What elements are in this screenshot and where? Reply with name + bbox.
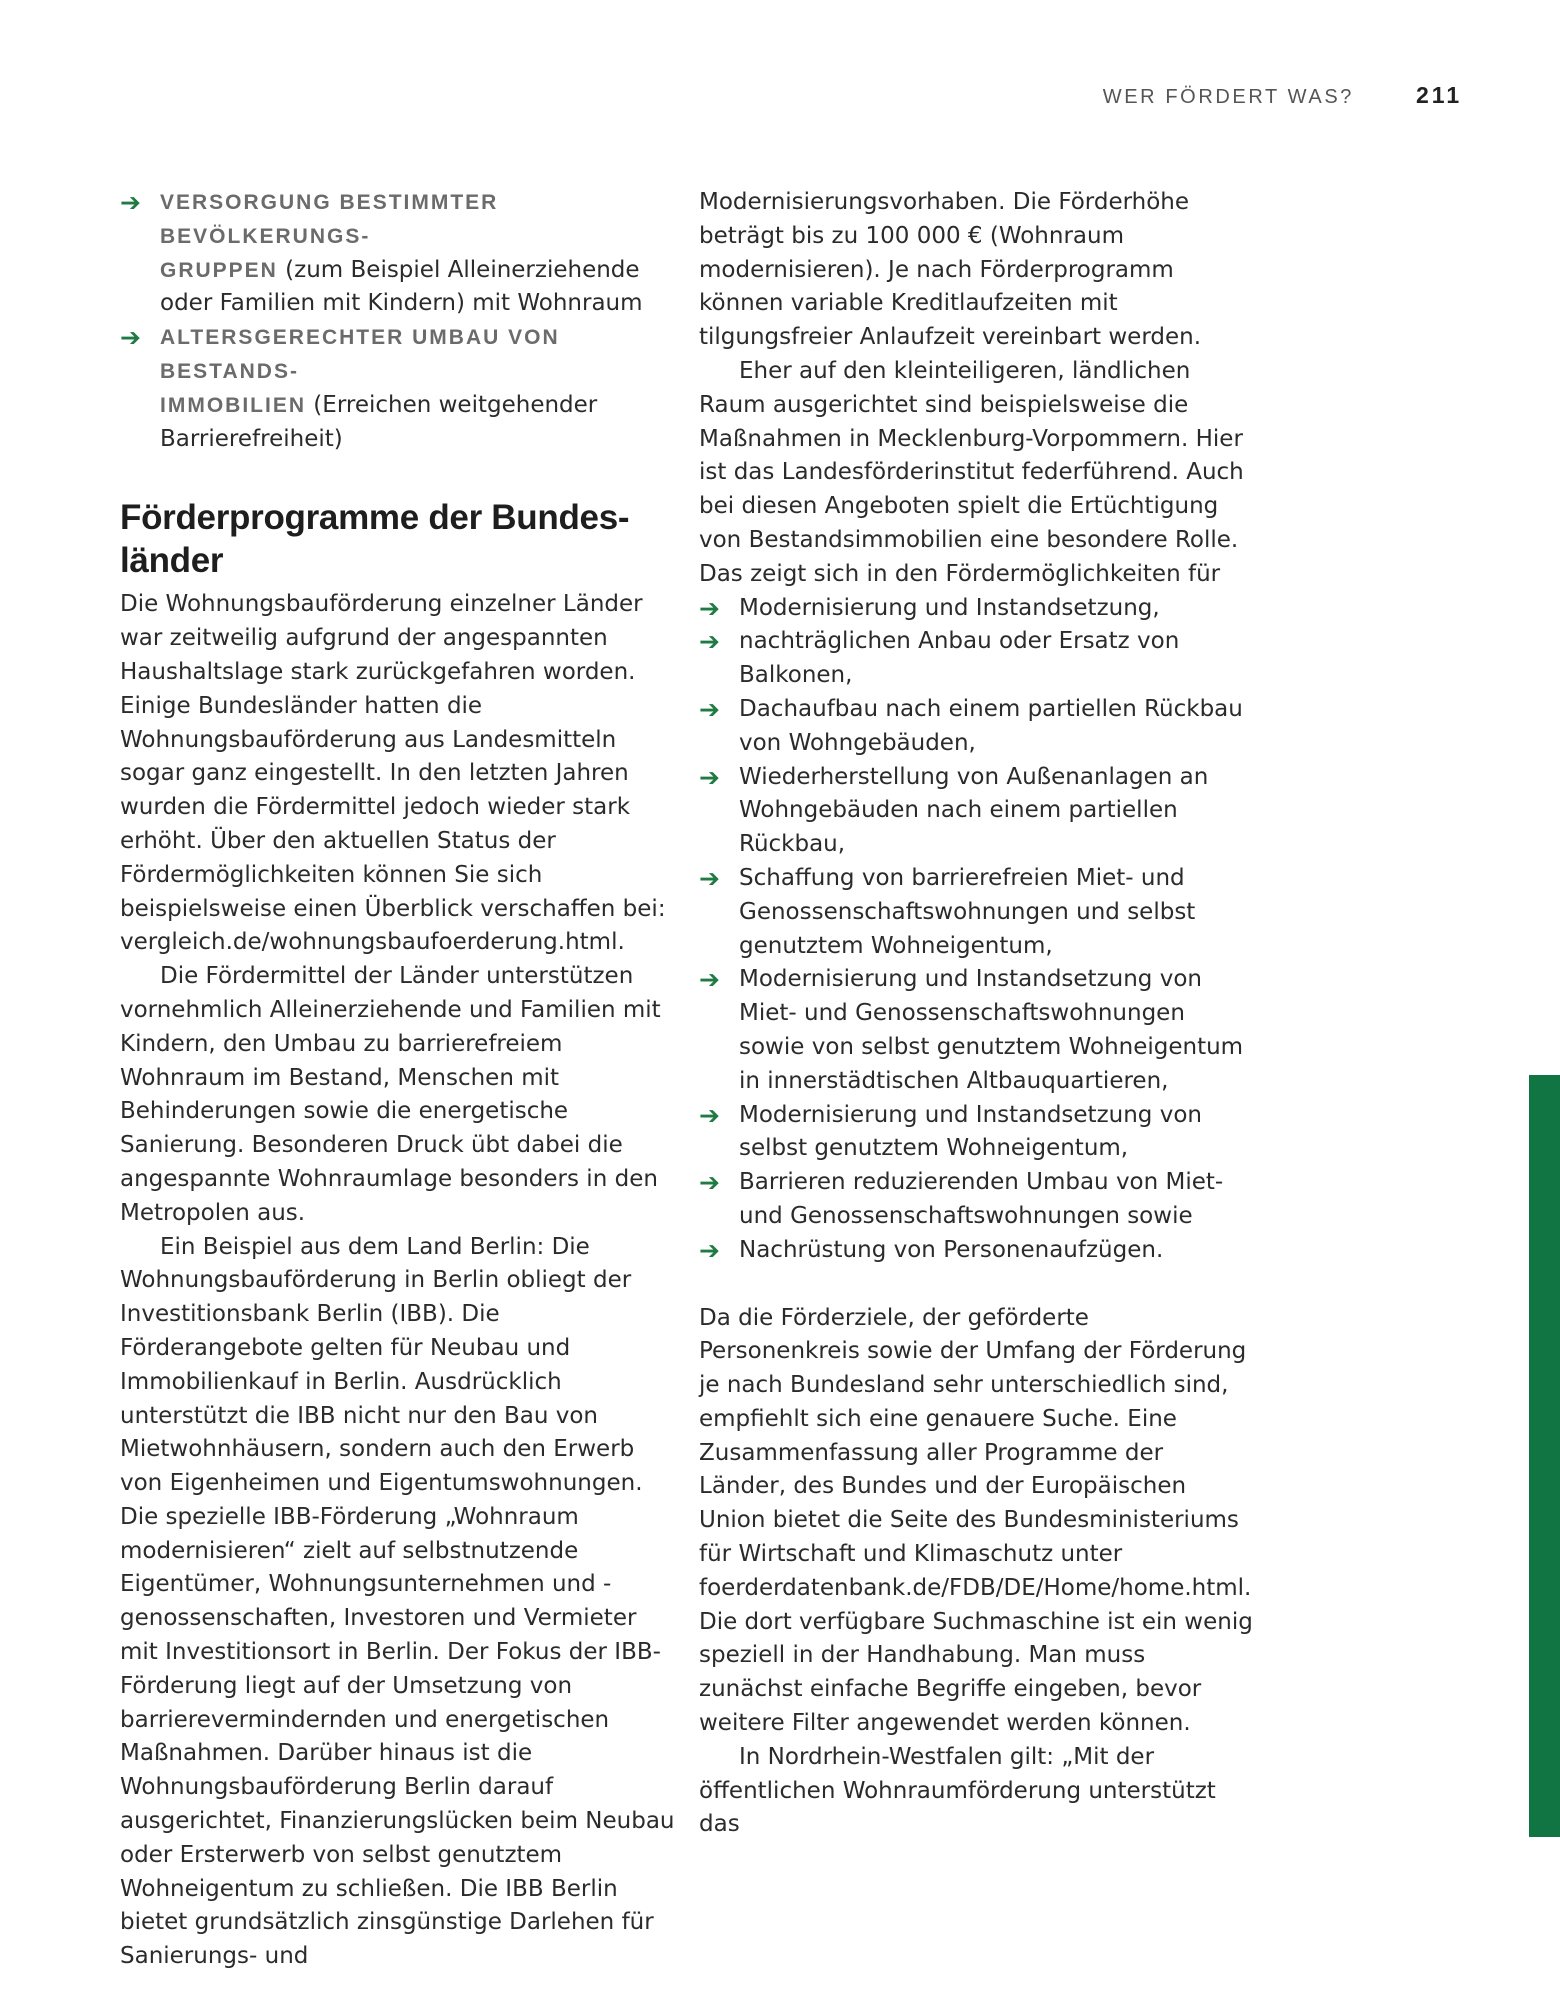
- arrow-right-icon: ➔: [699, 593, 720, 623]
- list-item-text: Modernisierung und Instandsetzung,: [739, 594, 1160, 621]
- arrow-right-icon: ➔: [699, 627, 720, 657]
- list-item-text: Nachrüstung von Personenaufzügen.: [739, 1236, 1164, 1263]
- list-item-text: Wiederherstellung von Außenanlagen an Wohngebäuden nach einem partiellen Rückbau,: [739, 763, 1209, 858]
- body-paragraph: Eher auf den kleinteiligeren, ländlichen Raum ausgerichtet sind beispielsweise die Maßnahmen in Mecklenburg-Vorpommern. Hier ist das Landesförderinstitut federführend. Auch bei diesen Angeboten spielt die Ertüchtigung von Bestandsimmobilien eine besondere Rolle. Das zeigt sich in den Fördermöglichkeiten für: [699, 357, 1244, 587]
- arrow-right-icon: ➔: [120, 188, 141, 217]
- left-column: [120, 186, 675, 1974]
- page-number: 211: [1416, 82, 1463, 108]
- list-item-text: (Erreichen weitgehender Barrierefreiheit): [160, 391, 598, 452]
- list-item: [699, 1099, 1254, 1167]
- list-item-text: Dachaufbau nach einem partiellen Rückbau von Wohngebäuden,: [739, 695, 1243, 756]
- target-group-list: [120, 186, 675, 456]
- list-item: [699, 693, 1254, 761]
- body-paragraph: Modernisierungsvorhaben. Die Förderhöhe beträgt bis zu 100 000 € (Wohnraum modernisieren). Je nach Förderprogramm können variable Kreditlaufzeiten mit tilgungsfreier Anlaufzeit vereinbart werden.: [699, 189, 1202, 351]
- spacer: [699, 1268, 1254, 1302]
- arrow-right-icon: ➔: [699, 1235, 720, 1265]
- section-heading-line: Förderprogramme der Bundes-: [120, 498, 630, 538]
- chapter-tab-marker: [1529, 1075, 1560, 1837]
- list-item-text: Modernisierung und Instandsetzung von Miet- und Genossenschaftswohnungen sowie von selbst genutztem Wohneigentum in innerstädtischen Altbauquartieren,: [739, 966, 1244, 1094]
- list-item-text: Modernisierung und Instandsetzung von selbst genutztem Wohneigentum,: [739, 1101, 1202, 1162]
- body-paragraph: Ein Beispiel aus dem Land Berlin: Die Wohnungsbauförderung in Berlin obliegt der Investitionsbank Berlin (IBB). Die Förderangebote gelten für Neubau und Immobilienkauf in Berlin. Ausdrücklich unterstützt die IBB nicht nur den Bau von Mietwohnhäusern, sondern auch den Erwerb von Eigenheimen und Eigentumswohnungen. Die spezielle IBB-Förderung „Wohnraum modernisieren“ zielt auf selbstnutzende Eigentümer, Wohnungsunternehmen und -genossenschaften, Investoren und Vermieter mit Investitionsort in Berlin. Der Fokus der IBB-Förderung liegt auf der Umsetzung von barrierevermindernden und energetischen Maßnahmen. Darüber hinaus ist die Wohnungsbauförderung Berlin darauf ausgerichtet, Finanzierungslücken beim Neubau oder Ersterwerb von selbst genutztem Wohneigentum zu schließen. Die IBB Berlin bietet grundsätzlich zinsgünstige Darlehen für Sanierungs- und: [120, 1233, 675, 1970]
- list-item-text: nachträglichen Anbau oder Ersatz von Balkonen,: [739, 628, 1180, 689]
- funding-options-list: [699, 592, 1254, 1268]
- caps-term: IMMOBILIEN: [160, 393, 306, 417]
- section-heading: [120, 496, 675, 582]
- body-paragraph: Da die Förderziele, der geförderte Personenkreis sowie der Umfang der Förderung je nach Bundesland sehr unterschiedlich sind, empfiehlt sich eine genauere Suche. Eine Zusammenfassung aller Programme der Länder, des Bundes und der Europäischen Union bietet die Seite des Bundesministeriums für Wirtschaft und Klimaschutz unter foerderdatenbank.de/FDB/DE/Home/home.html. Die dort verfügbare Suchmaschine ist ein wenig speziell in der Handhabung. Man muss zunächst einfache Begriffe eingeben, bevor weitere Filter angewendet werden können.: [699, 1304, 1253, 1737]
- list-item: [699, 963, 1254, 1098]
- arrow-right-icon: ➔: [699, 762, 720, 792]
- arrow-right-icon: ➔: [120, 323, 141, 353]
- arrow-right-icon: ➔: [699, 1168, 720, 1198]
- running-head: WER FÖRDERT WAS?: [1102, 86, 1354, 108]
- list-item: [699, 625, 1254, 693]
- arrow-right-icon: ➔: [699, 863, 720, 893]
- list-item: [699, 862, 1254, 963]
- arrow-right-icon: ➔: [699, 694, 720, 724]
- body-paragraph: Die Wohnungsbauförderung einzelner Länder war zeitweilig aufgrund der angespannten Haushaltslage stark zurückgefahren worden. Einige Bundesländer hatten die Wohnungsbauförderung aus Landesmitteln sogar ganz eingestellt. In den letzten Jahren wurden die Fördermittel jedoch wieder stark erhöht. Über den aktuellen Status der Fördermöglichkeiten können Sie sich beispielsweise einen Überblick verschaffen bei: vergleich.de/wohnungsbaufoerderung.html.: [120, 591, 666, 956]
- right-column: [699, 186, 1254, 1842]
- arrow-right-icon: ➔: [699, 1100, 720, 1130]
- body-paragraph: Die Fördermittel der Länder unterstützen vornehmlich Alleinerziehende und Familien mit Kindern, den Umbau zu barrierefreiem Wohnraum im Bestand, Menschen mit Behinderungen sowie die energetische Sanierung. Besonderen Druck übt dabei die angespannte Wohnraumlage besonders in den Metropolen aus.: [120, 963, 661, 1226]
- list-item: [699, 1234, 1254, 1268]
- list-item: [120, 186, 675, 321]
- list-item: [699, 761, 1254, 862]
- caps-term: VERSORGUNG BESTIMMTER BEVÖLKERUNGS-: [160, 191, 499, 248]
- list-item: [699, 1166, 1254, 1234]
- caps-term: ALTERSGERECHTER UMBAU VON BESTANDS-: [160, 326, 560, 383]
- section-heading-line: länder: [120, 541, 224, 581]
- arrow-right-icon: ➔: [699, 965, 720, 995]
- list-item-text: Schaffung von barrierefreien Miet- und Genossenschaftswohnungen und selbst genutztem Wohneigentum,: [739, 864, 1196, 959]
- list-item: [699, 592, 1254, 626]
- list-item-text: (zum Beispiel Alleinerziehende oder Familien mit Kindern) mit Wohnraum: [160, 256, 643, 317]
- list-item: [120, 321, 675, 456]
- body-paragraph: In Nordrhein-Westfalen gilt: „Mit der öffentlichen Wohnraumförderung unterstützt das: [699, 1743, 1216, 1838]
- caps-term: GRUPPEN: [160, 258, 278, 282]
- list-item-text: Barrieren reduzierenden Umbau von Miet- und Genossenschaftswohnungen sowie: [739, 1169, 1224, 1229]
